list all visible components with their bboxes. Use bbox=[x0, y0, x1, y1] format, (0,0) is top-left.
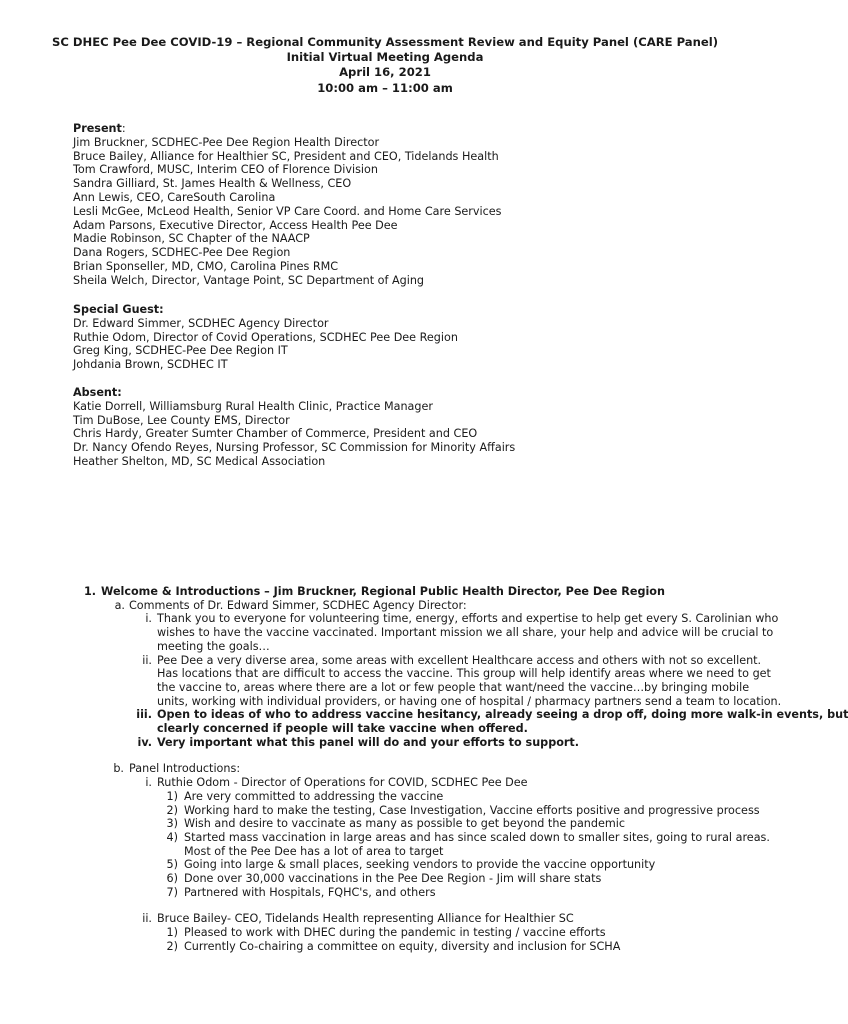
present-item: Sandra Gilliard, St. James Health & Wellness, CEO bbox=[73, 177, 352, 191]
panelist-note-line: Most of the Pee Dee has a lot of area to target bbox=[184, 844, 444, 858]
present-item: Madie Robinson, SC Chapter of the NAACP bbox=[73, 232, 310, 246]
panelist-note-line: Started mass vaccination in large areas and has since scaled down to smaller sites, going to rural areas. bbox=[184, 830, 770, 844]
special-guest-item: Greg King, SCDHEC-Pee Dee Region IT bbox=[73, 344, 288, 358]
simmer-comment-line-number: ii. bbox=[142, 653, 152, 667]
present-item: Bruce Bailey, Alliance for Healthier SC, President and CEO, Tidelands Health bbox=[73, 149, 499, 163]
agenda-subitem-b: Panel Introductions: bbox=[129, 762, 241, 776]
header-title: SC DHEC Pee Dee COVID-19 – Regional Community Assessment Review and Equity Panel (CARE Panel) bbox=[51, 35, 719, 49]
absent-item: Chris Hardy, Greater Sumter Chamber of Commerce, President and CEO bbox=[73, 427, 478, 441]
panelist-note-line-number: 2) bbox=[166, 803, 178, 817]
special-guest-section bbox=[73, 303, 458, 372]
panelist-note-line: Wish and desire to vaccinate as many as possible to get beyond the pandemic bbox=[184, 817, 626, 831]
simmer-comment-line: meeting the goals… bbox=[157, 639, 270, 653]
agenda-subitem-a: Comments of Dr. Edward Simmer, SCDHEC Agency Director: bbox=[129, 598, 467, 612]
agenda-item-title: Welcome & Introductions – Jim Bruckner, Regional Public Health Director, Pee Dee Region bbox=[101, 585, 665, 598]
simmer-comment-line: Has locations that are difficult to access the vaccine. This group will help identify areas where we need to get bbox=[157, 667, 771, 681]
panelist-note-line-number: 1) bbox=[166, 789, 178, 803]
agenda-item-title-number: 1. bbox=[83, 585, 96, 598]
special-guest-heading: Special Guest: bbox=[73, 303, 164, 316]
panelist-note-line: Done over 30,000 vaccinations in the Pee Dee Region - Jim will share stats bbox=[184, 872, 602, 885]
simmer-comment-line: Thank you to everyone for volunteering time, energy, efforts and expertise to help get every S. Carolinian who bbox=[157, 612, 779, 626]
present-section bbox=[73, 122, 502, 288]
panelist-note-line: Going into large & small places, seeking vendors to provide the vaccine opportunity bbox=[184, 858, 656, 872]
absent-item: Tim DuBose, Lee County EMS, Director bbox=[73, 413, 290, 427]
panelist-intro: Bruce Bailey- CEO, Tidelands Health representing Alliance for Healthier SC bbox=[157, 912, 574, 926]
panelist-note-line-number: 2) bbox=[166, 939, 178, 953]
special-guest-list bbox=[73, 317, 458, 372]
panelist-note-line: Are very committed to addressing the vaccine bbox=[184, 789, 444, 803]
present-item: Ann Lewis, CEO, CareSouth Carolina bbox=[73, 190, 276, 204]
panelist-note-line-number: 3) bbox=[166, 817, 178, 831]
panelist-note-line: Partnered with Hospitals, FQHC's, and others bbox=[184, 885, 436, 899]
simmer-comment-line: Pee Dee a very diverse area, some areas with excellent Healthcare access and others with not so excellent. bbox=[157, 653, 762, 667]
agenda-subitem-a-number: a. bbox=[114, 598, 125, 612]
panelist-note-line-number: 6) bbox=[166, 872, 178, 885]
panelist-note-line-number: 4) bbox=[166, 830, 178, 844]
simmer-comment-line: clearly concerned if people will take vaccine when offered. bbox=[157, 722, 528, 735]
panelist-intro: Ruthie Odom - Director of Operations for COVID, SCDHEC Pee Dee bbox=[157, 776, 528, 790]
present-item: Sheila Welch, Director, Vantage Point, SC Department of Aging bbox=[73, 273, 425, 287]
panelist-intro-number: ii. bbox=[142, 912, 152, 926]
present-item: Adam Parsons, Executive Director, Access Health Pee Dee bbox=[73, 218, 398, 232]
panelist-note-line: Working hard to make the testing, Case Investigation, Vaccine efforts positive and progressive process bbox=[184, 803, 760, 817]
panelist-note-line-number: 1) bbox=[166, 926, 178, 940]
present-heading: Present bbox=[73, 122, 122, 135]
document-header bbox=[0, 35, 770, 96]
simmer-comment-line: Open to ideas of who to address vaccine hesitancy, already seeing a drop off, doing more walk-in events, but bbox=[157, 708, 848, 722]
present-item: Brian Sponseller, MD, CMO, Carolina Pines RMC bbox=[73, 259, 339, 273]
absent-item: Dr. Nancy Ofendo Reyes, Nursing Professor, SC Commission for Minority Affairs bbox=[73, 441, 516, 455]
present-item: Jim Bruckner, SCDHEC-Pee Dee Region Health Director bbox=[73, 135, 380, 149]
header-date: April 16, 2021 bbox=[339, 65, 431, 80]
header-subtitle: Initial Virtual Meeting Agenda bbox=[286, 50, 484, 65]
present-list bbox=[73, 136, 502, 288]
header-time: 10:00 am – 11:00 am bbox=[317, 80, 453, 95]
simmer-comment-line-number: iii. bbox=[136, 708, 152, 722]
absent-section bbox=[73, 386, 515, 469]
simmer-comment-line: wishes to have the vaccine vaccinated. Important mission we all share, your help and advice will be crucial to bbox=[157, 626, 774, 640]
simmer-comment-line: Very important what this panel will do and your efforts to support. bbox=[157, 735, 579, 749]
present-heading-colon: : bbox=[121, 122, 126, 135]
present-item: Tom Crawford, MUSC, Interim CEO of Florence Division bbox=[73, 163, 378, 177]
panelist-note-line: Pleased to work with DHEC during the pandemic in testing / vaccine efforts bbox=[184, 926, 606, 940]
special-guest-item: Ruthie Odom, Director of Covid Operations, SCDHEC Pee Dee Region bbox=[73, 330, 458, 344]
panelist-note-line-number: 5) bbox=[166, 858, 178, 872]
simmer-comment-line: units, working with individual providers, or having one of hospital / pharmacy partners send a team to location. bbox=[157, 694, 782, 708]
simmer-comment-line: the vaccine to, areas where there are a lot or few people that want/need the vaccine…by bringing mobile bbox=[157, 680, 750, 694]
present-item: Lesli McGee, McLeod Health, Senior VP Care Coord. and Home Care Services bbox=[73, 204, 502, 218]
simmer-comment-line-number: i. bbox=[145, 612, 152, 626]
panelist-intro-number: i. bbox=[145, 776, 152, 790]
absent-item: Katie Dorrell, Williamsburg Rural Health Clinic, Practice Manager bbox=[73, 399, 433, 413]
panelist-note-line-number: 7) bbox=[166, 885, 178, 899]
simmer-comment-line-number: iv. bbox=[137, 735, 152, 749]
special-guest-item: Johdania Brown, SCDHEC IT bbox=[73, 358, 228, 372]
absent-item: Heather Shelton, MD, SC Medical Association bbox=[73, 454, 326, 468]
absent-heading: Absent: bbox=[73, 386, 122, 399]
panelist-note-line: Currently Co-chairing a committee on equity, diversity and inclusion for SCHA bbox=[184, 939, 621, 953]
agenda-subitem-b-number: b. bbox=[113, 762, 124, 776]
absent-list bbox=[73, 400, 515, 469]
special-guest-item: Dr. Edward Simmer, SCDHEC Agency Director bbox=[73, 316, 329, 330]
present-item: Dana Rogers, SCDHEC-Pee Dee Region bbox=[73, 246, 291, 260]
